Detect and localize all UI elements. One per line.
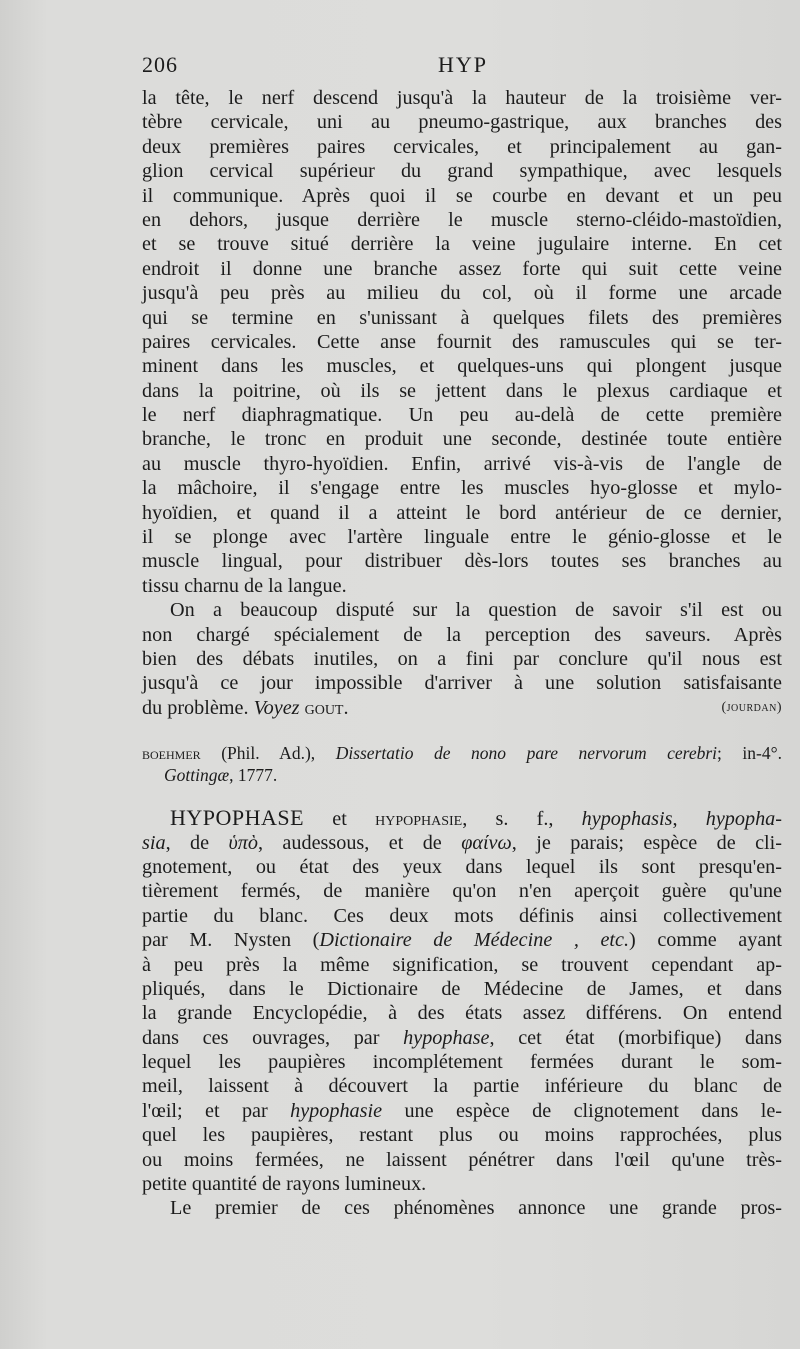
text-fragment: une espèce de clignotement dans le- [382, 1099, 782, 1122]
text-line: la mâchoire, il s'engage entre les muscles hyo-glosse et mylo- [142, 477, 782, 500]
paragraph-taste-question [142, 598, 782, 720]
text-line: quel les paupières, restant plus ou moins rapprochées, plus [142, 1124, 782, 1147]
reference-author-rest: (Phil. Ad.), [200, 743, 336, 764]
text-fragment: l'œil; et par [142, 1099, 291, 1122]
body-text [142, 86, 782, 1221]
reference-format: ; in-4°. [717, 743, 782, 764]
reference-place: Gottingæ [164, 765, 230, 786]
text-line: à peu près la même signification, se trouvent cependant ap- [142, 953, 782, 976]
dictionary-entry-hypophase [142, 806, 782, 1221]
text-line: branche, le tronc en produit une seconde, destinée toute entière [142, 428, 782, 451]
text-line: deux premières paires cervicales, et principalement au gan- [142, 135, 782, 158]
text-line: dans la poitrine, où ils se jettent dans le plexus cardiaque et [142, 379, 782, 402]
paragraph-nerve-course [142, 86, 782, 598]
text-line: lequel les paupières incomplétement fermées durant le som- [142, 1051, 782, 1074]
text-line: pliqués, dans le Dictionaire de Médecine de James, et dans [142, 977, 782, 1000]
text-line [142, 806, 782, 830]
text-line: tèbre cervicale, uni au pneumo-gastrique, aux branches des [142, 111, 782, 134]
text-line: endroit il donne une branche assez forte qui suit cette veine [142, 257, 782, 280]
entry-latin: sia [142, 831, 166, 854]
bibliographic-reference [142, 742, 782, 786]
entry-latin: hypophasis [581, 808, 673, 831]
text-fragment: par M. Nysten ( [142, 929, 320, 952]
final-text: du problème. [142, 696, 254, 719]
entry-variant: hypophasie [375, 808, 463, 831]
entry-headword: HYPOPHASE [170, 805, 305, 831]
cross-reference-label: Voyez [253, 696, 300, 719]
entry-etymology: , de [165, 831, 229, 854]
text-line: petite quantité de rayons lumineux. [142, 1173, 427, 1196]
cross-reference-target: gout. [299, 696, 349, 719]
text-line [142, 1099, 782, 1123]
text-line: tièrement fermés, de manière qu'on n'en aperçoit guère qu'une [142, 880, 782, 903]
text-line: muscle lingual, pour distribuer dès-lors toutes ses branches au [142, 550, 782, 573]
term-italic: hypophase [403, 1026, 490, 1049]
entry-etymology: , audessous, et de [257, 831, 462, 854]
text-line: bien des débats inutiles, on a fini par conclure qu'il nous est [142, 647, 782, 670]
text-line: non chargé spécialement de la perception des saveurs. Après [142, 623, 782, 646]
text-fragment: , cet état (morbifique) dans [489, 1026, 782, 1049]
text-line: ou moins fermées, ne laissent pénétrer dans l'œil qu'une très- [142, 1148, 782, 1171]
text-line: qui se termine en s'unissant à quelques filets des premières [142, 306, 782, 329]
running-title: HYP [438, 52, 489, 77]
entry-conjunction: et [304, 808, 376, 831]
reference-title: Dissertatio de nono pare nervorum cerebri [335, 743, 718, 764]
text-line: il se plonge avec l'artère linguale entre le génio-glosse et le [142, 526, 782, 549]
entry-separator: , [672, 808, 706, 831]
text-line: paires cervicales. Cette anse fournit des ramuscules qui se ter- [142, 330, 782, 353]
text-line: jusqu'à peu près au milieu du col, où il forme une arcade [142, 282, 782, 305]
text-line [142, 764, 782, 786]
entry-greek: ὑπὸ [228, 831, 258, 854]
reference-author: boehmer [142, 743, 201, 764]
author-signature: (jourdan) [721, 699, 782, 715]
text-line: au muscle thyro-hyoïdien. Enfin, arrivé vis-à-vis de l'angle de [142, 452, 782, 475]
running-head [142, 52, 782, 84]
text-fragment: ) comme ayant [629, 929, 783, 952]
reference-year: , 1777. [229, 765, 278, 786]
text-line [142, 928, 782, 952]
text-line: en dehors, jusque derrière le muscle sterno-cléido-mastoïdien, [142, 208, 782, 231]
entry-etymology: , je parais; espèce de cli- [511, 831, 782, 854]
text-line [142, 696, 782, 720]
text-line: le nerf diaphragmatique. Un peu au-delà de cette première [142, 404, 782, 427]
entry-latin: hypopha- [705, 808, 782, 831]
entry-grammar: , s. f., [462, 808, 582, 831]
term-italic: hypophasie [290, 1099, 383, 1122]
text-line: On a beaucoup disputé sur la question de savoir s'il est ou [170, 599, 782, 622]
text-line [142, 831, 782, 855]
entry-greek: φαίνω [461, 831, 512, 854]
text-line: il communique. Après quoi il se courbe en devant et un peu [142, 184, 782, 207]
text-line: minent dans les muscles, et quelques-uns qui plongent jusque [142, 355, 782, 378]
text-line: et se trouve situé derrière la veine jugulaire interne. En cet [142, 233, 782, 256]
text-line: jusqu'à ce jour impossible d'arriver à une solution satisfaisante [142, 672, 782, 695]
text-line: partie du blanc. Ces deux mots définis ainsi collectivement [142, 904, 782, 927]
text-line: la grande Encyclopédie, à des états assez différens. On entend [142, 1002, 782, 1025]
text-line: gnotement, ou état des yeux dans lequel ils sont presqu'en- [142, 855, 782, 878]
text-line [142, 742, 782, 764]
text-line: hyoïdien, et quand il a atteint le bord antérieur de ce dernier, [142, 501, 782, 524]
text-line: la tête, le nerf descend jusqu'à la hauteur de la troisième ver- [142, 87, 782, 109]
text-line: Le premier de ces phénomènes annonce une grande pros- [170, 1197, 782, 1220]
text-fragment: dans ces ouvrages, par [142, 1026, 404, 1049]
text-line [142, 1026, 782, 1050]
page-number: 206 [142, 52, 178, 77]
text-line: tissu charnu de la langue. [142, 574, 347, 597]
text-line: glion cervical supérieur du grand sympathique, avec lesquels [142, 160, 782, 183]
cited-work: Dictionaire de Médecine , etc. [319, 929, 630, 952]
text-line: meil, laissent à découvert la partie inférieure du blanc de [142, 1075, 782, 1098]
